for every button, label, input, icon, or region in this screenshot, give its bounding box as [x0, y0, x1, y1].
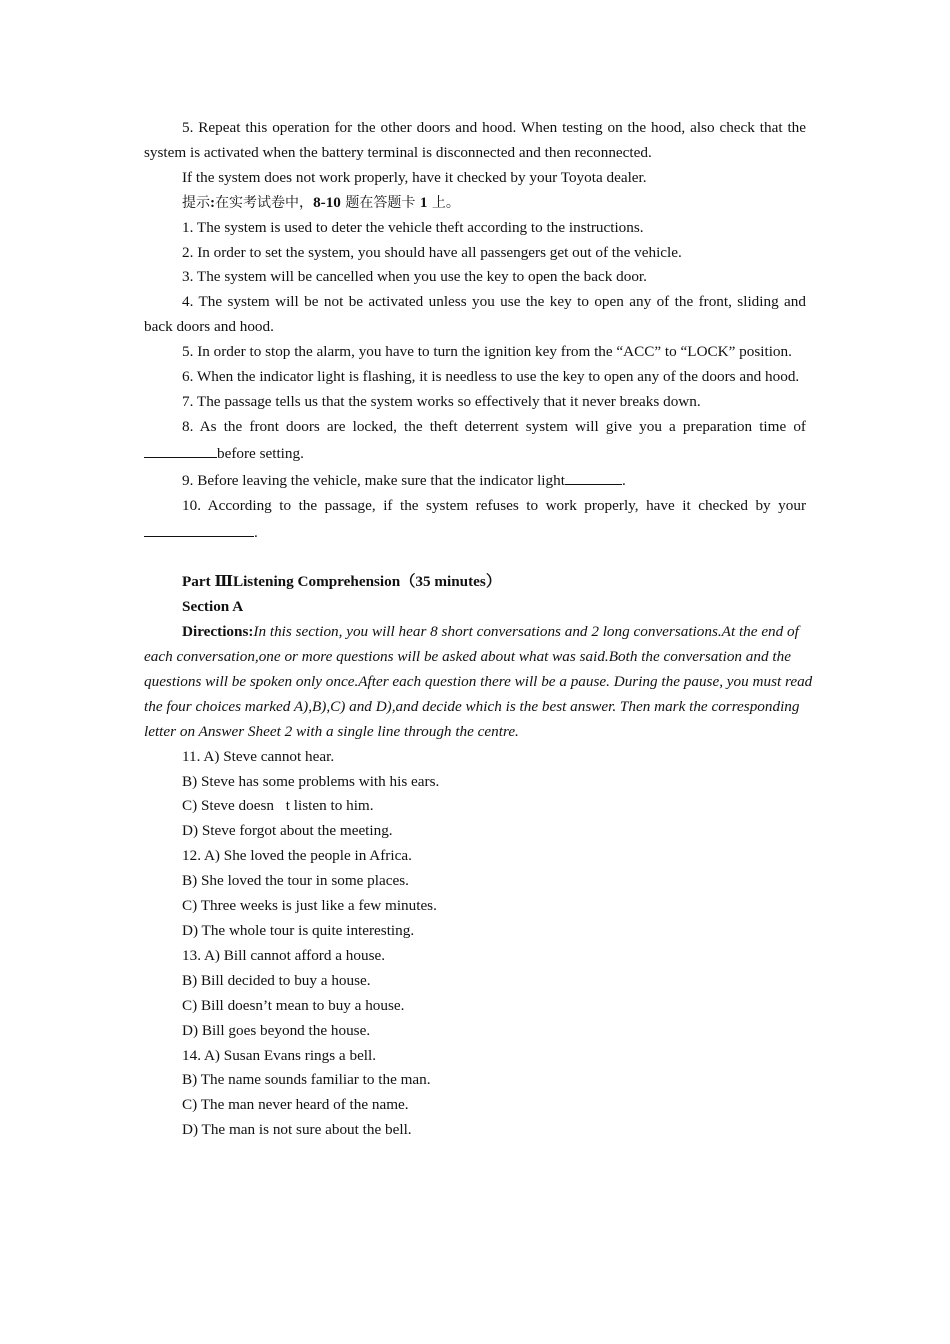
dealer-note: If the system does not work properly, have it checked by your Toyota dealer.: [182, 168, 647, 186]
q13-option-b: B) Bill decided to buy a house.: [182, 971, 371, 989]
q11-option-b: B) Steve has some problems with his ears.: [182, 772, 440, 790]
step-5-paragraph: 5. Repeat this operation for the other doors and hood. When testing on the hood, also check that the system is activated when the battery terminal is disconnected and then reconnected.: [144, 119, 806, 161]
question-10-tail: .: [254, 523, 258, 541]
question-9-text: 9. Before leaving the vehicle, make sure that the indicator light: [182, 471, 565, 489]
question-8: [144, 415, 806, 467]
statement-1: 1. The system is used to deter the vehicle theft according to the instructions.: [182, 218, 644, 236]
tip-text-1: 在实考试卷中，: [215, 194, 314, 211]
question-9: [144, 467, 806, 494]
question-8-tail: before setting.: [217, 444, 304, 462]
q14-option-d: D) The man is not sure about the bell.: [182, 1121, 412, 1139]
statement-2: 2. In order to set the system, you should have all passengers get out of the vehicle.: [182, 243, 682, 261]
statement-7: 7. The passage tells us that the system works so effectively that it never breaks down.: [182, 392, 701, 410]
q11-option-c: C) Steve doesn t listen to him.: [182, 797, 366, 815]
document-page: [144, 116, 813, 1143]
exam-tip: [144, 191, 806, 216]
q12-option-c: C) Three weeks is just like a few minutes.: [182, 897, 437, 915]
q12-option-a: 12. A) She loved the people in Africa.: [182, 847, 412, 865]
question-8-text: 8. As the front doors are locked, the theft deterrent system will give you a preparation time of: [182, 417, 806, 435]
question-9-tail: .: [621, 471, 626, 489]
statement-6: 6. When the indicator light is flashing, it is needless to use the key to open any of the doors and hood.: [182, 368, 800, 386]
part-3-heading: Part ⅢListening Comprehension（35 minutes）: [182, 573, 502, 591]
q14-option-a: 14. A) Susan Evans rings a bell.: [182, 1046, 377, 1064]
q14-option-c: C) The man never heard of the name.: [182, 1096, 409, 1114]
answer-blank-9[interactable]: [565, 467, 622, 485]
answer-blank-10[interactable]: [144, 519, 254, 537]
tip-colon: :: [210, 193, 216, 211]
statement-3: 3. The system will be cancelled when you use the key to open the back door.: [182, 268, 647, 286]
q11-option-a: 11. A) Steve cannot hear.: [182, 747, 335, 765]
q13-option-c: C) Bill doesn’t mean to buy a house.: [182, 996, 405, 1014]
q13-option-d: D) Bill goes beyond the house.: [182, 1021, 371, 1039]
answer-blank-8[interactable]: [144, 440, 217, 458]
question-10: [144, 494, 806, 546]
q11-option-d: D) Steve forgot about the meeting.: [182, 822, 393, 840]
statement-4: 4. The system will be not be activated unless you use the key to open any of the front, sliding and back doors and hood.: [144, 293, 806, 336]
q12-option-d: D) The whole tour is quite interesting.: [182, 921, 415, 939]
tip-text-2: 题在答题卡: [340, 194, 420, 211]
tip-sheet-number: 1: [419, 193, 428, 211]
statement-5: 5. In order to stop the alarm, you have to turn the ignition key from the “ACC” to “LOCK” position.: [182, 343, 792, 361]
q12-option-b: B) She loved the tour in some places.: [182, 872, 409, 890]
directions-text: In this section, you will hear 8 short conversations and 2 long conversations.At the end of each conversation,one or more questions will be asked about what was said.Both the conversation and the questions will be spoken only once.After each question there will be a pause. During the pause, you must read the four choices marked A),B),C) and D),and decide which is the best answer. Then mark the corresponding letter on Answer Sheet 2 with a single line through the centre.: [144, 623, 813, 740]
tip-range: 8-10: [313, 193, 341, 211]
section-spacer: [144, 545, 806, 570]
tip-text-3: 上。: [427, 194, 460, 211]
question-10-text: 10. According to the passage, if the system refuses to work properly, have it checked by your: [182, 496, 806, 514]
section-a-heading: Section A: [182, 598, 244, 616]
tip-label: 提示: [182, 194, 210, 211]
q14-option-b: B) The name sounds familiar to the man.: [182, 1071, 431, 1089]
directions-label: Directions:: [182, 623, 254, 641]
q13-option-a: 13. A) Bill cannot afford a house.: [182, 946, 386, 964]
directions-paragraph: [144, 620, 828, 745]
